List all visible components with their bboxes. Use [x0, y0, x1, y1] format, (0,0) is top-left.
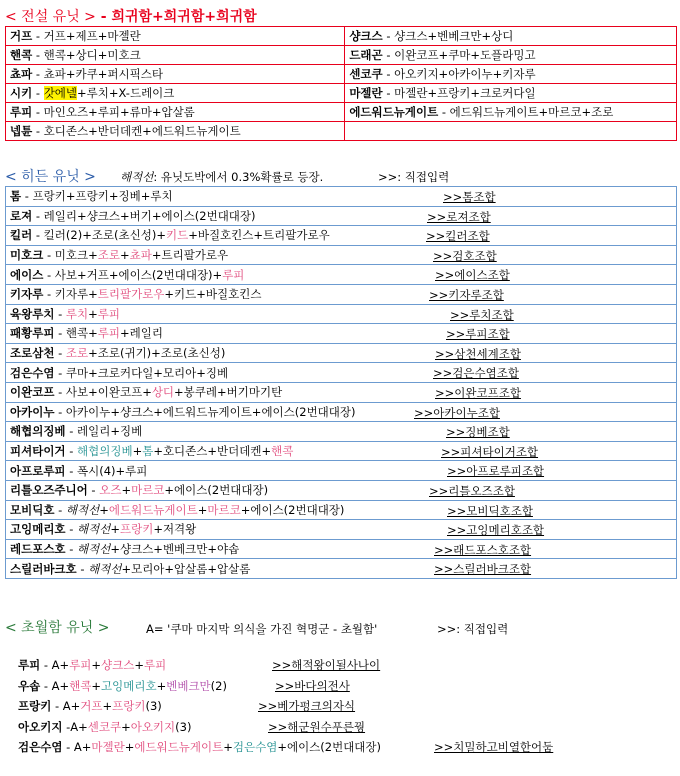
recipe-part: +	[91, 678, 102, 693]
recipe-part: 에드워드뉴게이트	[134, 740, 224, 754]
recipe-part: 쵸파	[129, 248, 152, 263]
table-cell	[345, 122, 677, 141]
table-cell	[6, 103, 345, 122]
combo-link[interactable]: >>로져조합	[427, 209, 491, 224]
table-cell	[6, 122, 345, 141]
table-row	[6, 65, 677, 84]
recipe-part: - 레일리+징베	[69, 424, 143, 439]
recipe-part: +봉쿠레+버기마기탄	[174, 385, 283, 400]
combo-link[interactable]: >>바다의전사	[275, 678, 350, 693]
table-row	[6, 559, 677, 579]
combo-link[interactable]: >>모비딕호조합	[447, 503, 533, 518]
recipe-part: 조로	[65, 346, 89, 361]
recipe-part: +	[121, 483, 132, 498]
combo-link[interactable]: >>스릴러바크조합	[434, 562, 532, 577]
recipe-part: +샹크스+벤베크만+야솝	[110, 541, 240, 556]
transcend-title: < 초월함 유닛 >	[5, 620, 110, 636]
unit-name: 해협의징베	[10, 424, 66, 439]
recipe-part: +	[124, 740, 135, 754]
combo-link[interactable]: >>검은수염조합	[433, 366, 519, 381]
unit-name: 조로삼천	[10, 346, 55, 361]
recipe-part: 프랑키	[112, 699, 146, 713]
combo-link[interactable]: >>리틀오즈조합	[429, 483, 515, 498]
combo-link[interactable]: >>피셔타이거조합	[441, 444, 539, 459]
unit-recipe: - 마인오즈+루피+류마+압살롬	[35, 105, 195, 119]
recipe-part: 키드	[165, 228, 189, 243]
recipe-part: 마젤란	[91, 740, 125, 754]
recipe-part: +에이스(2번대대장)	[277, 740, 382, 754]
combo-link[interactable]: >>아카이누조합	[414, 405, 500, 420]
unit-name: 아오키지	[18, 719, 63, 734]
combo-link[interactable]: >>키자루조합	[429, 287, 504, 302]
recipe-part: - 레일리+샹크스+버기+에이스(2번대대장)	[35, 208, 256, 223]
recipe-part: +조로(귀기)+조로(초신성)	[88, 346, 226, 361]
unit-recipe: - 마젤란+프랑키+크로커다일	[386, 86, 536, 100]
unit-recipe: - 호디존스+반더데켄+에드워드뉴게이트	[35, 124, 241, 138]
recipe-part: -	[58, 306, 66, 321]
table-cell	[6, 520, 677, 540]
recipe-part: - A+	[62, 740, 92, 754]
unit-name: 에이스	[10, 267, 44, 282]
hidden-table	[5, 186, 677, 579]
table-row	[6, 46, 677, 65]
table-cell	[6, 539, 677, 559]
legendary-section-title	[5, 6, 257, 26]
recipe-part: 루피	[222, 267, 245, 282]
unit-recipe: - 아오키지+아카이누+키자루	[386, 67, 536, 81]
hidden-title: < 히든 유닛 >	[5, 169, 96, 185]
table-cell	[6, 363, 677, 383]
combo-link[interactable]: >>이완코프조합	[435, 385, 521, 400]
table-cell	[6, 65, 345, 84]
table-row	[6, 304, 677, 324]
recipe-part: +저격왕	[153, 522, 197, 537]
recipe-part: +	[156, 678, 167, 693]
list-item	[18, 739, 381, 755]
recipe-part: +키드+바질호킨스	[164, 287, 262, 302]
combo-link[interactable]: >>킬러조합	[426, 229, 490, 244]
recipe-part: +	[110, 522, 120, 537]
combo-link[interactable]: >>루피조합	[446, 327, 510, 342]
recipe-part: - 키자루+	[46, 287, 98, 302]
unit-name: 에드워드뉴게이트	[349, 105, 439, 119]
recipe-part: (3)	[145, 699, 162, 713]
unit-name: 스릴러바크호	[10, 561, 77, 576]
combo-link[interactable]: >>해적왕이될사나이	[272, 658, 381, 672]
recipe-part: -	[69, 444, 78, 459]
table-row	[6, 402, 677, 422]
recipe-part: +	[197, 502, 208, 517]
table-row	[6, 84, 677, 103]
recipe-part: 해협의징베	[77, 444, 133, 459]
recipe-part: - 아카이누+샹크스+에드워드뉴게이트+에이스(2번대대장)	[58, 404, 356, 419]
recipe-part: -	[69, 522, 78, 537]
recipe-part: - 프랑키+프랑키+징베+루치	[24, 189, 173, 204]
hidden-section-title	[5, 166, 96, 186]
table-row	[6, 343, 677, 363]
recipe-part: +바질호킨스+트리팔가로우	[188, 228, 330, 243]
recipe-part: -	[58, 346, 66, 361]
recipe-part: 에드워드뉴게이트	[108, 502, 198, 517]
table-row	[6, 245, 677, 265]
table-row	[6, 363, 677, 383]
recipe-part: - 쿠마+크로커다일+모리아+징베	[58, 365, 229, 380]
list-item	[18, 698, 162, 714]
recipe-part: -	[91, 483, 100, 498]
table-row	[6, 122, 677, 141]
legendary-table	[5, 26, 677, 141]
table-cell	[6, 27, 345, 46]
unit-recipe: - 이완코프+쿠마+도플라밍고	[386, 48, 536, 62]
recipe-part: 프랑키	[119, 522, 154, 537]
table-cell	[6, 402, 677, 422]
table-cell	[6, 265, 677, 285]
recipe-part: (3)	[175, 719, 192, 734]
recipe-part: - 미호크+	[46, 248, 98, 263]
unit-recipe: - 샹크스+벤베크만+상디	[386, 29, 514, 43]
unit-name: 쵸파	[10, 67, 33, 81]
recipe-part: +	[99, 502, 109, 517]
table-cell	[6, 480, 677, 500]
unit-name: 키자루	[10, 287, 44, 302]
recipe-part: 샹크스	[101, 658, 135, 672]
table-row	[6, 187, 677, 207]
recipe-part: - A+	[51, 699, 81, 713]
unit-name: 루피	[18, 658, 41, 672]
recipe-part: - A+	[40, 678, 70, 693]
unit-name: 아카이누	[10, 404, 55, 419]
recipe-part: 루피	[97, 306, 120, 321]
recipe-part: +	[88, 306, 98, 321]
unit-recipe: - 에드워드뉴게이트+마르코+조로	[441, 105, 614, 119]
recipe-part: +	[223, 740, 233, 754]
legendary-subtitle: - 희귀함+희귀함+희귀함	[100, 9, 257, 25]
unit-recipe: - 거프+제프+마젤란	[35, 29, 141, 43]
unit-recipe: +루치+X-드레이크	[77, 86, 175, 100]
unit-name: 미호크	[10, 248, 44, 263]
unit-name: 프랑키	[18, 699, 52, 713]
recipe-part: - 폭시(4)+루피	[69, 463, 148, 478]
hidden-note	[120, 169, 323, 185]
legendary-title: < 전설 유닛 >	[5, 9, 96, 25]
table-cell	[345, 46, 677, 65]
table-row	[6, 382, 677, 402]
recipe-part: 상디	[151, 385, 175, 400]
recipe-part: 고잉메리호	[101, 678, 157, 693]
recipe-part: 센코쿠	[87, 719, 122, 734]
table-cell	[345, 27, 677, 46]
combo-link[interactable]: >>징베조합	[446, 425, 510, 440]
recipe-part: 마르코	[207, 502, 241, 517]
table-cell	[6, 500, 677, 520]
recipe-part: +레일리	[119, 326, 163, 341]
combo-link[interactable]: >>톰조합	[443, 190, 496, 204]
unit-name: 드래곤	[349, 48, 383, 62]
unit-recipe: -	[35, 86, 44, 100]
unit-name: 피셔타이거	[10, 444, 66, 459]
recipe-part: - 핸콕+	[58, 326, 98, 341]
combo-link[interactable]: >>해군원수푸른꿩	[268, 719, 366, 734]
recipe-part: - 사보+이완코프+	[58, 385, 152, 400]
table-row	[6, 520, 677, 540]
recipe-part: 오즈	[99, 483, 122, 498]
recipe-part: +	[134, 658, 145, 672]
unit-recipe: - 쵸파+카쿠+퍼시픽스타	[35, 67, 163, 81]
unit-name: 육왕루치	[10, 306, 55, 321]
recipe-part: 검은수염	[232, 740, 278, 754]
unit-name: 킬러	[10, 228, 33, 243]
transcend-section-title	[5, 617, 109, 637]
recipe-part: +	[132, 444, 143, 459]
unit-name: 루피	[10, 105, 33, 119]
combo-link[interactable]: >>래드포스호조합	[434, 542, 532, 557]
unit-name: 마젤란	[349, 86, 383, 100]
table-row	[6, 461, 677, 481]
combo-link[interactable]: >>고잉메리호조합	[447, 523, 545, 538]
table-row	[6, 284, 677, 304]
unit-name: 센코쿠	[349, 67, 383, 81]
table-row	[6, 500, 677, 520]
table-cell	[6, 226, 677, 246]
recipe-part: -	[58, 502, 66, 517]
table-cell	[6, 343, 677, 363]
recipe-part: - 킬러(2)+조로(초신성)+	[35, 228, 166, 243]
unit-name: 톰	[10, 189, 22, 204]
recipe-part: 해적선	[88, 561, 122, 576]
table-row	[6, 27, 677, 46]
combo-link[interactable]: >>삼천세계조합	[435, 346, 521, 361]
highlighted-unit: 갓에넬	[43, 86, 78, 100]
table-cell	[345, 65, 677, 84]
list-item	[18, 719, 191, 735]
table-cell	[6, 206, 677, 226]
recipe-part: 루피	[69, 658, 92, 672]
recipe-part: 루치	[65, 306, 89, 321]
table-cell	[6, 46, 345, 65]
hidden-note-text: : 유닛도박에서 0.3%확률로 등장.	[153, 170, 324, 184]
unit-name: 아프로루피	[10, 463, 66, 478]
recipe-part: -A+	[62, 719, 88, 734]
unit-name: 시키	[10, 86, 33, 100]
combo-link[interactable]: >>루치조합	[450, 307, 514, 322]
table-cell	[6, 84, 345, 103]
table-cell	[6, 284, 677, 304]
recipe-part: 해적선	[77, 522, 111, 537]
recipe-part: +	[91, 658, 102, 672]
unit-name: 거프	[10, 29, 33, 43]
recipe-part: 톰	[142, 444, 154, 459]
table-row	[6, 539, 677, 559]
table-cell	[6, 304, 677, 324]
recipe-part: +	[102, 699, 113, 713]
combo-link[interactable]: >>치밀하고비열한어둠	[434, 740, 554, 754]
list-item	[18, 678, 227, 694]
table-row	[6, 422, 677, 442]
table-row	[6, 206, 677, 226]
recipe-part: +	[121, 719, 131, 734]
table-row	[6, 103, 677, 122]
table-cell	[6, 441, 677, 461]
unit-name: 샹크스	[349, 29, 383, 43]
unit-name: 리틀오즈주니어	[10, 483, 88, 498]
transcend-note-input: >>: 직접입력	[437, 622, 509, 636]
unit-name: 로져	[10, 208, 33, 223]
recipe-part: - A+	[40, 658, 70, 672]
recipe-part: 조로	[97, 248, 120, 263]
recipe-part: 벤베크만	[166, 678, 211, 693]
unit-name: 이완코프	[10, 385, 55, 400]
table-row	[6, 265, 677, 285]
recipe-part: 루피	[97, 326, 120, 341]
table-cell	[6, 245, 677, 265]
list-item	[18, 657, 166, 673]
recipe-part: +	[119, 248, 130, 263]
recipe-part: 트리팔가로우	[97, 287, 165, 302]
recipe-part: 해적선	[77, 541, 111, 556]
unit-name: 레드포스호	[10, 541, 66, 556]
table-cell	[6, 187, 677, 207]
table-cell	[345, 103, 677, 122]
recipe-part: 마르코	[131, 483, 165, 498]
table-cell	[6, 461, 677, 481]
unit-name: 검은수염	[10, 365, 55, 380]
recipe-part: -	[80, 561, 89, 576]
combo-link[interactable]: >>에이스조합	[435, 268, 510, 283]
recipe-part: 해적선	[65, 502, 100, 517]
hidden-note-input: >>: 직접입력	[378, 170, 450, 184]
unit-name: 핸콕	[10, 48, 33, 62]
unit-recipe: - 핸콕+상디+미호크	[35, 48, 141, 62]
hidden-note-italic: 해적선	[120, 170, 154, 184]
unit-name: 우솝	[18, 678, 41, 693]
combo-link[interactable]: >>베가펑크의자식	[258, 699, 356, 713]
table-cell	[6, 559, 677, 579]
table-row	[6, 480, 677, 500]
table-row	[6, 441, 677, 461]
recipe-part: - 사보+거프+에이스(2번대대장)+	[46, 267, 223, 282]
unit-name: 넵튠	[10, 124, 33, 138]
table-row	[6, 324, 677, 344]
recipe-part: -	[69, 541, 78, 556]
unit-name: 검은수염	[18, 740, 63, 754]
recipe-part: 핸콕	[271, 444, 294, 459]
recipe-part: 핸콕	[69, 678, 92, 693]
recipe-part: +에이스(2번대대장)	[240, 502, 345, 517]
recipe-part: +에이스(2번대대장)	[164, 483, 269, 498]
recipe-part: 루피	[144, 658, 167, 672]
transcend-note: A= '쿠마 마지막 의식을 가진 혁명군 - 초월함'	[146, 622, 378, 636]
table-cell	[6, 422, 677, 442]
recipe-part: +모리아+압살롬+압살롬	[121, 561, 251, 576]
combo-link[interactable]: >>아프로루피조합	[447, 464, 545, 479]
recipe-part: +호디존스+반더데켄+	[153, 444, 272, 459]
unit-name: 모비딕호	[10, 502, 55, 517]
table-cell	[6, 324, 677, 344]
table-cell	[6, 382, 677, 402]
recipe-part: +트리팔가로우	[151, 248, 229, 263]
table-row	[6, 226, 677, 246]
unit-name: 고잉메리호	[10, 522, 66, 537]
table-cell	[345, 84, 677, 103]
recipe-part: 아오키지	[130, 719, 176, 734]
combo-link[interactable]: >>검호조합	[433, 248, 497, 263]
unit-name: 패황루피	[10, 326, 55, 341]
recipe-part: (2)	[210, 678, 227, 693]
recipe-part: 거프	[80, 699, 103, 713]
